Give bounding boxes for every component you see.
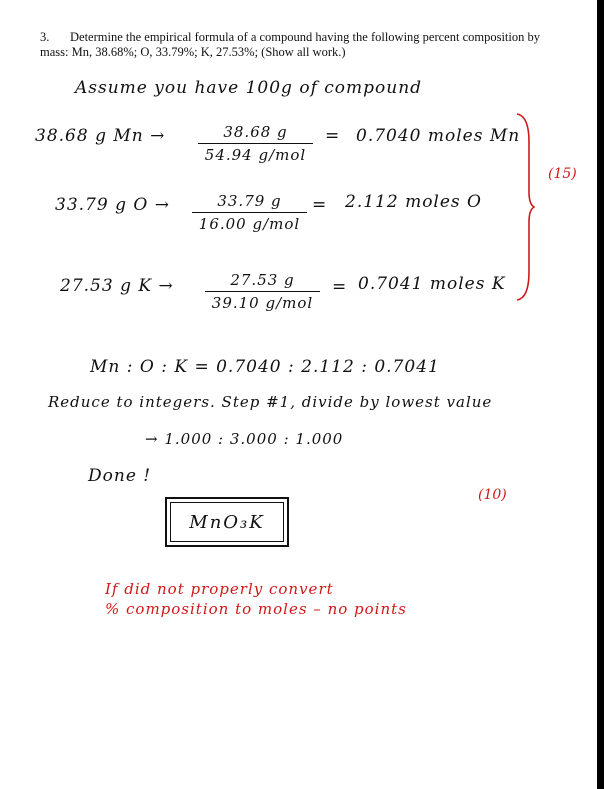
mn-fraction — [198, 123, 313, 164]
grader-note-line2: % composition to moles – no points — [105, 600, 407, 618]
o-equals: = — [312, 195, 328, 215]
mn-result: 0.7040 moles Mn — [356, 126, 521, 146]
question-prompt — [40, 30, 560, 60]
o-denominator: 16.00 g/mol — [198, 215, 301, 233]
k-given: 27.53 g K → — [60, 276, 174, 296]
grouping-brace — [515, 112, 535, 302]
assumption-line: Assume you have 100g of compound — [75, 78, 423, 98]
o-result: 2.112 moles O — [345, 192, 482, 212]
k-denominator: 39.10 g/mol — [211, 294, 314, 312]
mn-given: 38.68 g Mn → — [35, 126, 166, 146]
done-label: Done ! — [88, 466, 152, 486]
k-equals: = — [332, 277, 348, 297]
question-number: 3. — [40, 30, 50, 44]
k-result: 0.7041 moles K — [358, 274, 506, 294]
answer-box — [165, 497, 289, 547]
k-numerator: 27.53 g — [205, 271, 320, 292]
final-formula: MnO₃K — [170, 502, 284, 542]
mn-numerator: 38.68 g — [198, 123, 313, 144]
k-fraction — [205, 271, 320, 312]
mn-equals: = — [325, 126, 341, 146]
o-fraction — [192, 192, 307, 233]
score-top: (15) — [548, 166, 577, 182]
integer-ratio: → 1.000 : 3.000 : 1.000 — [145, 430, 344, 448]
score-answer: (10) — [478, 487, 507, 503]
grader-note-line1: If did not properly convert — [105, 580, 334, 598]
ratio-line: Mn : O : K = 0.7040 : 2.112 : 0.7041 — [90, 357, 440, 377]
mn-denominator: 54.94 g/mol — [204, 146, 307, 164]
o-given: 33.79 g O → — [55, 195, 170, 215]
o-numerator: 33.79 g — [192, 192, 307, 213]
question-text: Determine the empirical formula of a compound having the following percent composition by mass: Mn, 38.68%; O, 33.79%; K, 27.53%; (Show all work.) — [40, 30, 541, 59]
scan-edge — [597, 0, 604, 789]
reduce-line: Reduce to integers. Step #1, divide by lowest value — [48, 393, 493, 411]
